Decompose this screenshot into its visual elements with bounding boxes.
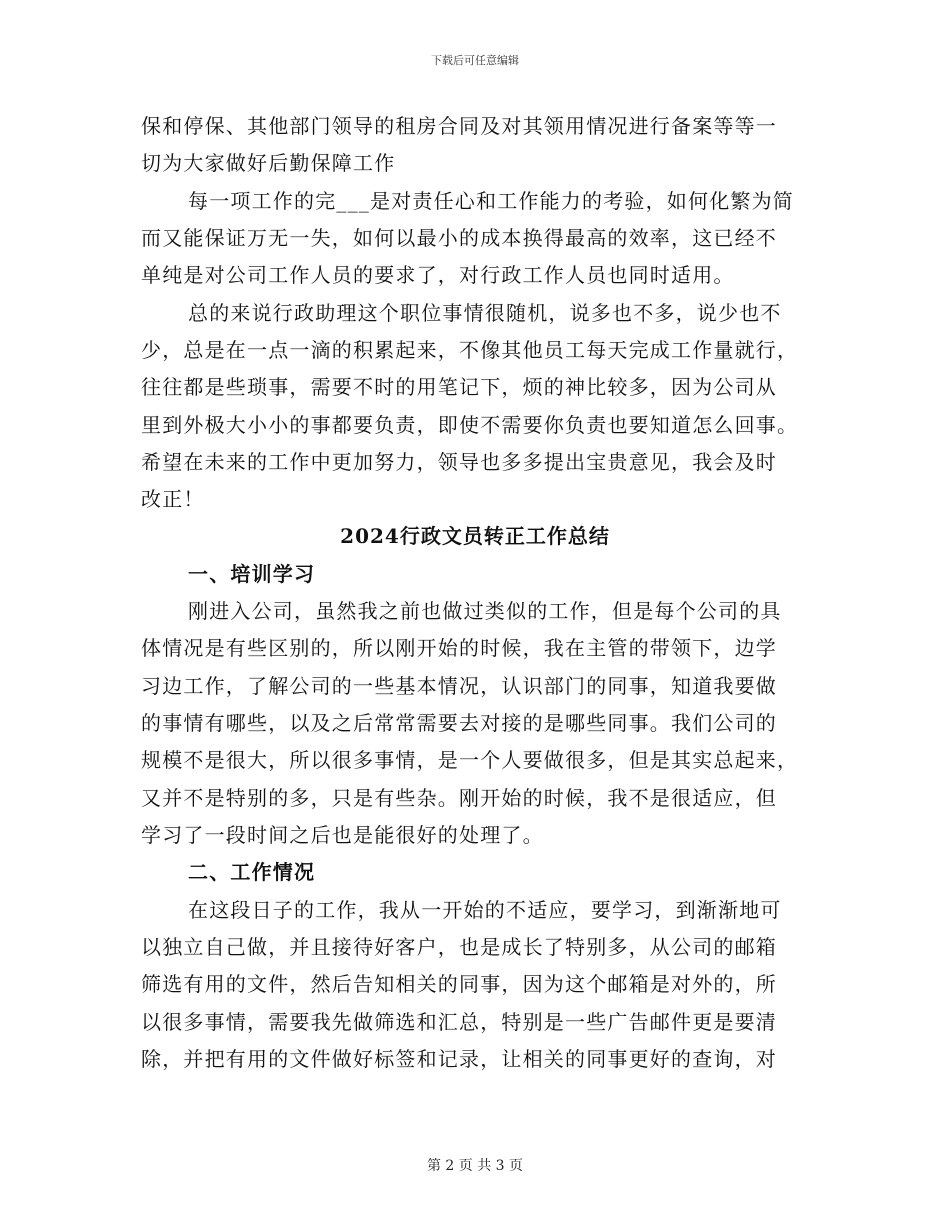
body-line: 习边工作，了解公司的一些基本情况，认识部门的同事，知道我要做 (141, 674, 777, 698)
body-line: 切为大家做好后勤保障工作 (141, 151, 396, 175)
page-footer: 第 2 页 共 3 页 (426, 1158, 524, 1174)
body-line: 除，并把有用的文件做好标签和记录，让相关的同事更好的查询，对 (141, 1047, 777, 1071)
paragraph-start-line: 刚进入公司，虽然我之前也做过类似的工作，但是每个公司的具 (188, 599, 782, 623)
body-line: 体情况是有些区别的，所以刚开始的时候，我在主管的带领下，边学 (141, 636, 777, 660)
document-title: 2024行政文员转正工作总结 (340, 524, 610, 548)
body-line: 筛选有用的文件，然后告知相关的同事，因为这个邮箱是对外的，所 (141, 972, 777, 996)
section-heading: 二、工作情况 (188, 860, 316, 884)
body-line: 里到外极大小小的事都要负责，即使不需要你负责也要知道怎么回事。 (141, 413, 799, 437)
body-line: 改正！ (141, 487, 205, 511)
body-line: 往往都是些琐事，需要不时的用笔记下，烦的神比较多，因为公司从 (141, 375, 777, 399)
page-header: 下载后可任意编辑 (431, 54, 519, 67)
paragraph-start-line: 总的来说行政助理这个职位事情很随机，说多也不多，说少也不 (188, 301, 782, 325)
paragraph-start-line: 每一项工作的完___是对责任心和工作能力的考验，如何化繁为简 (188, 189, 794, 213)
body-line: 的事情有哪些，以及之后常常需要去对接的是哪些同事。我们公司的 (141, 711, 777, 735)
body-line: 以很多事情，需要我先做筛选和汇总，特别是一些广告邮件更是要清 (141, 1010, 777, 1034)
body-line: 又并不是特别的多，只是有些杂。刚开始的时候，我不是很适应，但 (141, 786, 777, 810)
body-line: 希望在未来的工作中更加努力，领导也多多提出宝贵意见，我会及时 (141, 450, 777, 474)
body-line: 少，总是在一点一滴的积累起来，不像其他员工每天完成工作量就行， (141, 338, 799, 362)
body-line: 以独立自己做，并且接待好客户，也是成长了特别多，从公司的邮箱 (141, 935, 777, 959)
body-line: 而又能保证万无一失，如何以最小的成本换得最高的效率，这已经不 (141, 226, 777, 250)
body-line: 保和停保、其他部门领导的租房合同及对其领用情况进行备案等等一 (141, 114, 777, 138)
body-line: 单纯是对公司工作人员的要求了，对行政工作人员也同时适用。 (141, 263, 735, 287)
body-line: 学习了一段时间之后也是能很好的处理了。 (141, 823, 544, 847)
paragraph-start-line: 在这段日子的工作，我从一开始的不适应，要学习，到渐渐地可 (188, 898, 782, 922)
section-heading: 一、培训学习 (188, 562, 316, 586)
body-line: 规模不是很大，所以很多事情，是一个人要做很多，但是其实总起来， (141, 748, 799, 772)
